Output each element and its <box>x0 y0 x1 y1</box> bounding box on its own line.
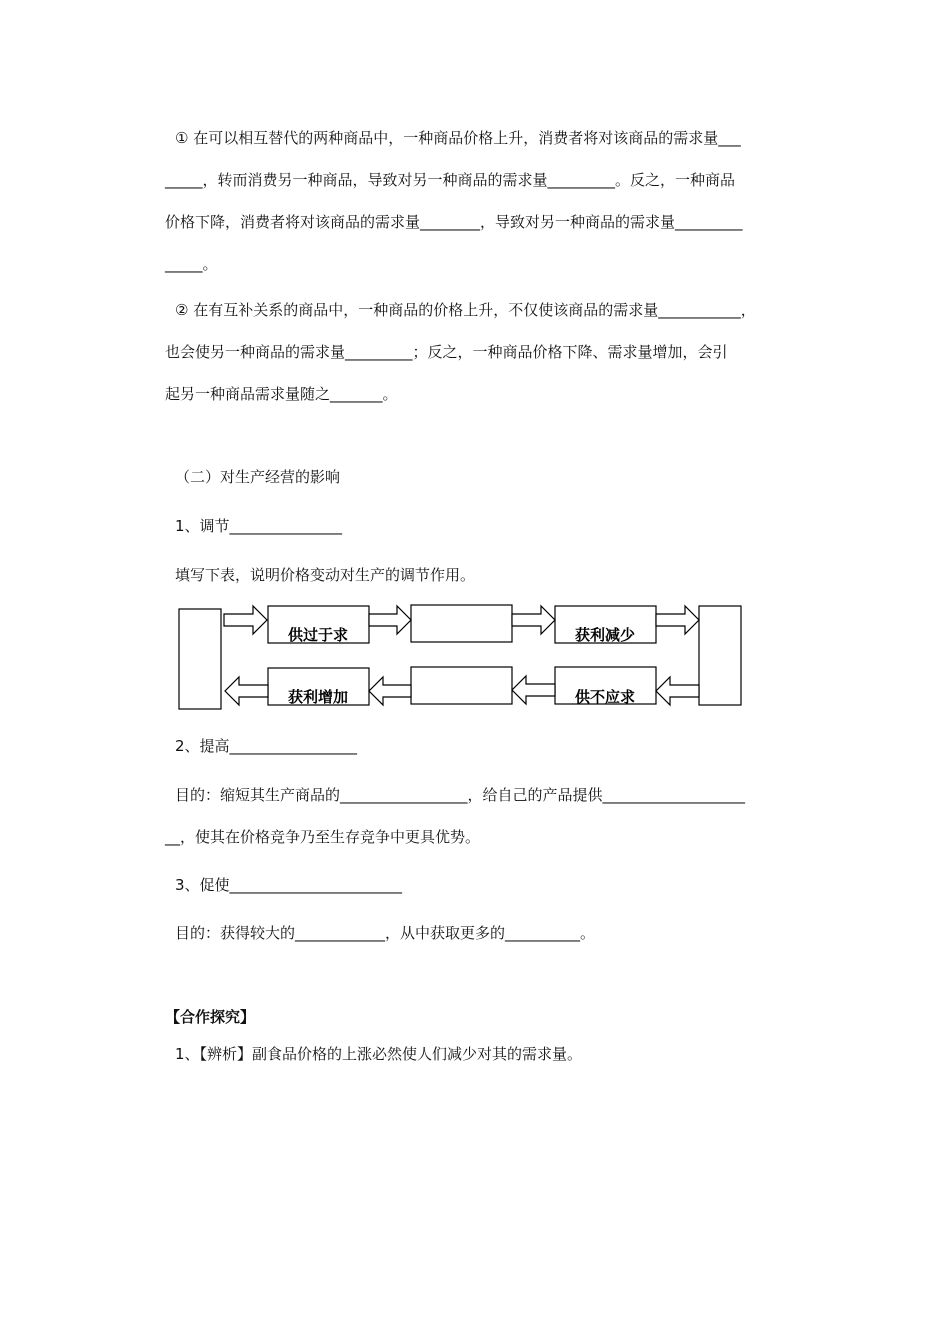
table-instruction: 填写下表，说明价格变动对生产的调节作用。 <box>175 566 476 584</box>
para1-line4: _____。 <box>165 255 218 273</box>
arrow-left-2 <box>512 676 555 704</box>
bottom-right-box-label: 供不应求 <box>574 688 636 706</box>
top-left-box-label: 供过于求 <box>287 626 349 644</box>
coop-inquiry-title: 【合作探究】 <box>165 1008 256 1026</box>
arrow-left-4 <box>225 677 268 705</box>
item3-purpose: 目的：获得较大的____________，从中获取更多的__________。 <box>175 924 596 942</box>
top-right-box-label: 获利减少 <box>574 626 636 644</box>
left-empty-box <box>179 609 221 709</box>
top-middle-box <box>411 605 512 642</box>
para1-line1: ① 在可以相互替代的两种商品中，一种商品价格上升，消费者将对该商品的需求量___ <box>175 129 741 147</box>
arrow-right-3 <box>512 606 555 634</box>
arrow-left-1 <box>656 677 699 705</box>
item2-purpose-line2: __，使其在价格竞争乃至生存竞争中更具优势。 <box>165 828 481 846</box>
para1-line2: _____，转而消费另一种商品，导致对另一种商品的需求量_________。反之，一种商品 <box>165 171 736 189</box>
para1-line3: 价格下降，消费者将对该商品的需求量________，导致对另一种商品的需求量_________ <box>165 213 743 231</box>
arrow-right-2 <box>369 606 411 634</box>
para2-line1: ② 在有互补关系的商品中，一种商品的价格上升，不仅使该商品的需求量___________， <box>175 301 756 319</box>
bottom-middle-box <box>411 667 512 704</box>
item3-promote: 3、促使_______________________ <box>175 876 403 894</box>
item2-purpose-line1: 目的：缩短其生产商品的_________________，给自己的产品提供___________________ <box>175 786 746 804</box>
item2-improve: 2、提高_________________ <box>175 737 358 755</box>
arrow-right-4 <box>656 606 699 634</box>
para2-line2: 也会使另一种商品的需求量_________；反之，一种商品价格下降、需求量增加，会引 <box>165 343 728 361</box>
arrow-left-3 <box>369 677 411 705</box>
coop-question-1: 1、【辨析】副食品价格的上涨必然使人们减少对其的需求量。 <box>175 1045 583 1063</box>
item1-adjust: 1、调节_______________ <box>175 517 343 535</box>
right-empty-box <box>699 606 741 705</box>
bottom-left-box-label: 获利增加 <box>287 688 349 706</box>
section2-title: （二）对生产经营的影响 <box>175 468 341 486</box>
arrow-right-1 <box>224 606 267 634</box>
para2-line3: 起另一种商品需求量随之_______。 <box>165 385 398 403</box>
